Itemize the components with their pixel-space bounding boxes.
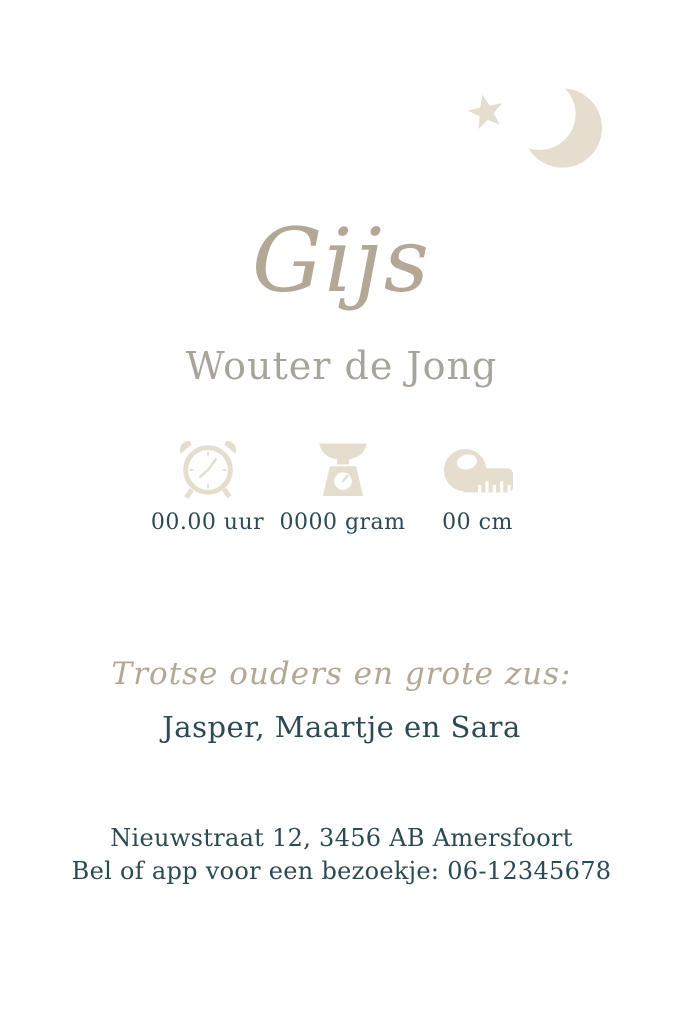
star-icon bbox=[462, 88, 509, 135]
contact-line: Bel of app voor een bezoekje: 06-12345678 bbox=[71, 857, 612, 886]
alarm-clock-icon bbox=[177, 432, 239, 500]
birth-stats-row bbox=[140, 432, 545, 535]
proud-parents-line: Trotse ouders en grote zus: bbox=[111, 656, 572, 692]
family-names: Jasper, Maartje en Sara bbox=[162, 710, 521, 744]
measuring-tape-icon bbox=[443, 432, 513, 500]
stat-birth-time bbox=[140, 432, 275, 535]
birth-length-value: 00 cm bbox=[442, 510, 513, 535]
kitchen-scale-icon bbox=[315, 432, 371, 500]
crescent-moon-icon bbox=[514, 80, 602, 176]
birth-weight-value: 0000 gram bbox=[279, 510, 406, 535]
address-line: Nieuwstraat 12, 3456 AB Amersfoort bbox=[110, 824, 573, 852]
stat-birth-length bbox=[410, 432, 545, 535]
full-name: Wouter de Jong bbox=[185, 344, 498, 388]
stat-birth-weight bbox=[275, 432, 410, 535]
birth-time-value: 00.00 uur bbox=[150, 510, 265, 535]
address-block bbox=[0, 822, 683, 888]
baby-name: Gijs bbox=[252, 209, 431, 312]
